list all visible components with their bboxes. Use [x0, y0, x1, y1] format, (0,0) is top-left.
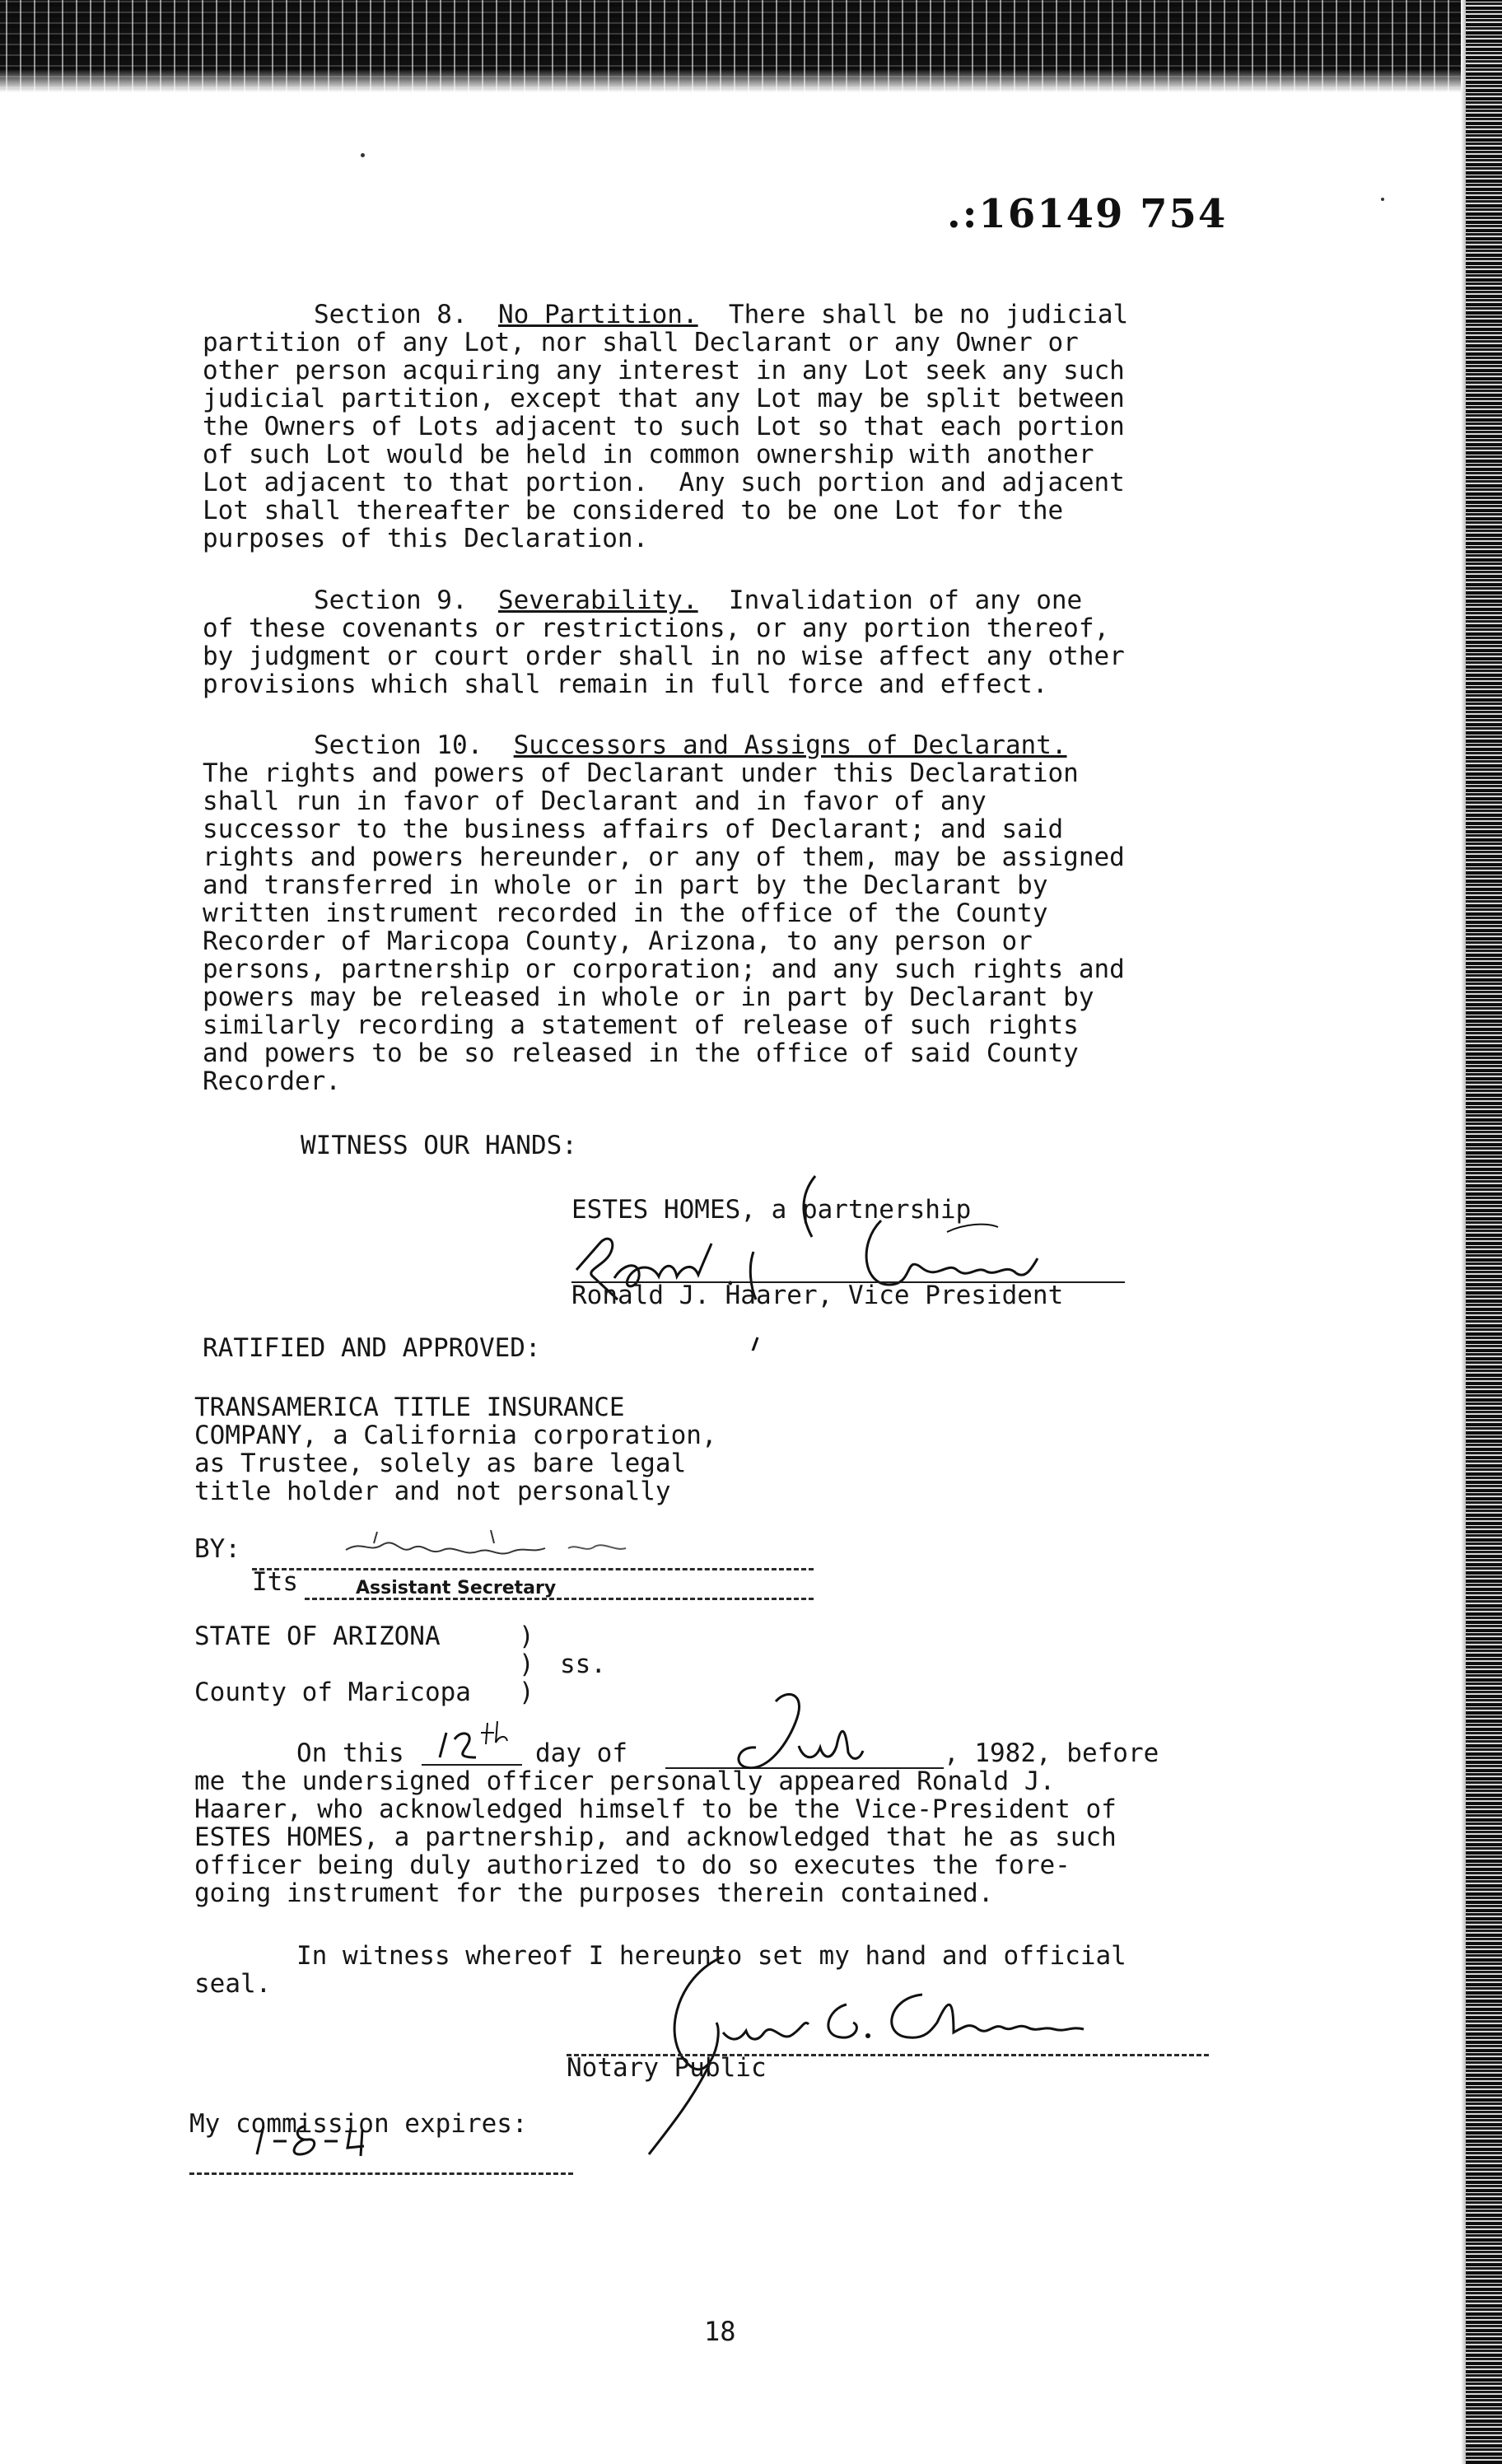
commission-date-handwriting: [239, 2110, 420, 2168]
declarant-signature: [535, 1161, 1161, 1351]
ack-line: ESTES HOMES, a partnership, and acknowledged that he as such: [194, 1822, 1117, 1852]
notary-title: Notary Public: [567, 2053, 767, 2083]
trustee-line: title holder and not personally: [194, 1477, 671, 1506]
venue-bracket: ): [519, 1650, 534, 1679]
by-signature-line: [252, 1568, 814, 1570]
trustee-line: as Trustee, solely as bare legal: [194, 1449, 687, 1478]
trustee-line: TRANSAMERICA TITLE INSURANCE: [194, 1393, 625, 1422]
ack-year: , 1982, before: [944, 1738, 1159, 1768]
its-line: [305, 1598, 814, 1600]
its-label: Its: [252, 1567, 298, 1597]
scan-speck: [361, 153, 365, 157]
section-9: [203, 586, 1257, 698]
section-9-title: Severability.: [497, 586, 698, 615]
section-9-body: Invalidation of any one of these covenants or restrictions, or any portion thereof, by judgment or court order shall in no wise affect any other provisions which shall remain in full force and effect.: [203, 586, 1125, 699]
venue-bracket: ): [519, 1622, 534, 1651]
page-number: 18: [704, 2316, 736, 2347]
trustee-line: COMPANY, a California corporation,: [194, 1421, 717, 1450]
section-10-body: The rights and powers of Declarant under this Declaration shall run in favor of Declarant and in favor of any successor to the business affairs of Declarant; and said rights and powers hereunder, or any of them, may be assigned and transferred in whole or in part by the Declarant by written instrument recorded in the office of the County Recorder of Maricopa County, Arizona, to any person or persons, partnership or corporation; and any such rights and powers may be released in whole or in part by Declarant by similarly recording a statement of release of such rights and powers to be so released in the office of said County Recorder.: [203, 758, 1125, 1096]
ack-line: going instrument for the purposes therein contained.: [194, 1878, 994, 1908]
notary-witness-line: In witness whereof I hereunto set my hand and official: [296, 1941, 1126, 1971]
its-title: Assistant Secretary: [356, 1578, 557, 1598]
section-10-title: Successors and Assigns of Declarant.: [513, 730, 1067, 760]
declarant-party: ESTES HOMES, a partnership: [571, 1195, 972, 1225]
declarant-signer: Ronald J. Haarer, Vice President: [571, 1281, 1064, 1310]
venue-bracket: ): [519, 1678, 534, 1707]
witness-heading: WITNESS OUR HANDS:: [301, 1131, 577, 1160]
ack-line: Haarer, who acknowledged himself to be the Vice-President of: [194, 1794, 1117, 1824]
ratified-heading: RATIFIED AND APPROVED:: [203, 1333, 541, 1363]
ack-on-this: On this: [296, 1738, 404, 1768]
section-9-prefix: Section 9.: [314, 586, 498, 615]
notary-witness-line: seal.: [194, 1969, 272, 1999]
venue-state: STATE OF ARIZONA: [194, 1622, 441, 1651]
by-label: BY:: [194, 1534, 240, 1564]
venue-ss: ss.: [560, 1650, 606, 1679]
ack-line: me the undersigned officer personally appeared Ronald J.: [194, 1766, 1056, 1796]
scan-speck: [1381, 198, 1384, 201]
trustee-signature: [329, 1515, 791, 1573]
section-8: [203, 301, 1257, 553]
scan-border-top: [0, 0, 1502, 92]
section-8-body: There shall be no judicial partition of any Lot, nor shall Declarant or any Owner or other person acquiring any interest in any Lot seek any such judicial partition, except that any Lot may be split between the Owners of Lots adjacent to such Lot so that each portion of such Lot would be held in common ownership with another Lot adjacent to that portion. Any such portion and adjacent Lot shall thereafter be considered to be one Lot for the purposes of this Declaration.: [203, 300, 1129, 553]
ack-day-of: day of: [535, 1738, 627, 1768]
section-8-title: No Partition.: [497, 300, 698, 329]
section-10: [203, 731, 1257, 1095]
day-handwriting: [428, 1716, 519, 1766]
scan-border-right: [1466, 0, 1502, 2464]
commission-label: My commission expires:: [189, 2109, 528, 2139]
month-handwriting: [700, 1688, 873, 1779]
recording-number: .:16149 754: [947, 191, 1228, 237]
commission-date-line: [189, 2172, 573, 2175]
section-10-prefix: Section 10.: [314, 730, 514, 760]
venue-county: County of Maricopa: [194, 1678, 471, 1707]
section-8-prefix: Section 8.: [314, 300, 498, 329]
ack-line: officer being duly authorized to do so executes the fore-: [194, 1850, 1071, 1880]
